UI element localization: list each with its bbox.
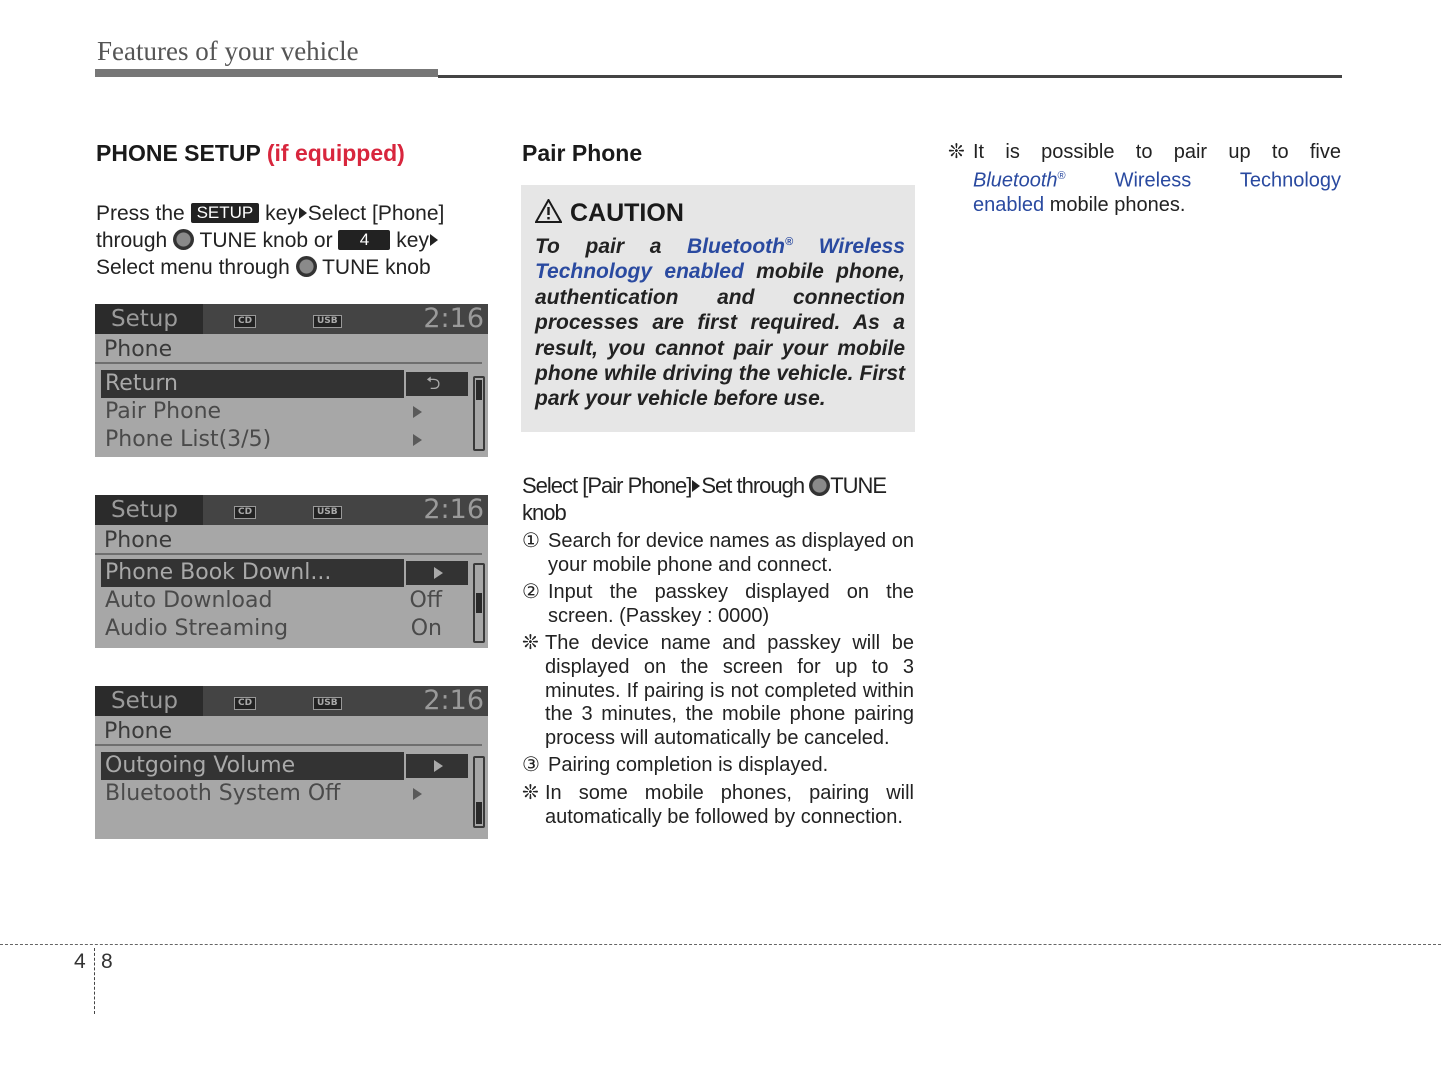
- instr-key-2: key: [396, 229, 429, 252]
- return-icon: ⮌: [426, 373, 441, 394]
- page-number-divider: [94, 948, 95, 1014]
- menu-item-audio-streaming[interactable]: [101, 615, 464, 643]
- screen-phone-label: Phone: [95, 334, 482, 364]
- note-marker: ❊: [948, 141, 965, 163]
- step-marker: ②: [522, 581, 540, 604]
- instr-select-menu: Select menu through: [96, 256, 290, 279]
- header-bar: [95, 69, 438, 77]
- screen-phone-label: Phone: [95, 525, 482, 555]
- instr-tune-or: TUNE knob or: [199, 229, 333, 252]
- pair-steps: [522, 530, 914, 833]
- note-text: mobile phones.: [1049, 193, 1186, 216]
- wireless-technology-term: Wireless Technology enabled: [535, 235, 905, 284]
- menu-item-label: Auto Download: [105, 588, 273, 613]
- instruction-line-1: [96, 200, 492, 227]
- caution-box: [521, 185, 915, 432]
- menu-item-label: Outgoing Volume: [105, 753, 296, 778]
- menu-item-auto-download[interactable]: [101, 587, 464, 615]
- menu-item-label: Pair Phone: [105, 399, 222, 424]
- instr-select-phone: Select [Phone]: [307, 202, 445, 225]
- screen-setup-label: Setup: [95, 304, 203, 334]
- list-item: [522, 632, 914, 750]
- chevron-right-icon: [413, 434, 422, 446]
- set-through: Set through: [701, 473, 805, 498]
- screen-clock: 2:16: [423, 495, 484, 525]
- note-text: It is possible to pair up to five: [973, 141, 1341, 163]
- caution-text-part: To pair a: [535, 235, 662, 258]
- section-title-text: PHONE SETUP: [96, 140, 261, 166]
- screen-top-bar: [95, 495, 488, 525]
- bluetooth-term: Bluetooth: [973, 169, 1058, 192]
- step-text: Input the passkey displayed on the screen. (Passkey : 0000): [548, 581, 914, 627]
- scrollbar[interactable]: [473, 563, 485, 643]
- cd-badge: CD: [234, 315, 256, 328]
- screen-setup-label: Setup: [95, 495, 203, 525]
- menu-item-value: On: [410, 616, 442, 641]
- section-title: [96, 140, 405, 167]
- tune-knob-icon: [296, 256, 317, 277]
- enter-button[interactable]: [406, 754, 468, 778]
- step-marker: ①: [522, 530, 540, 552]
- instr-key: key: [265, 202, 298, 225]
- screen-phone-label: Phone: [95, 716, 482, 746]
- menu-item-return[interactable]: [101, 370, 404, 398]
- pair-phone-title: Pair Phone: [522, 140, 643, 166]
- scrollbar[interactable]: [473, 756, 485, 828]
- instr-press: Press the: [96, 202, 185, 225]
- instruction-line-3: [96, 254, 492, 281]
- menu-item-label: Phone Book Downl...: [105, 560, 332, 585]
- footer-divider: [0, 944, 1441, 945]
- step-text: Pairing completion is displayed.: [548, 754, 829, 777]
- registered-mark: ®: [785, 236, 794, 248]
- caution-text-part: mobile phone, authentication and connection processes are first required. As a result, you cannot pair your mobile phone while driving the vehicle. First park your vehicle before use.: [535, 260, 905, 411]
- caution-text: [535, 230, 905, 412]
- enabled-term: enabled: [973, 193, 1045, 216]
- triangle-right-icon: [430, 234, 438, 246]
- scrollbar[interactable]: [473, 376, 485, 451]
- header-rule: [438, 75, 1342, 78]
- screen-setup-label: Setup: [95, 686, 203, 716]
- caution-title: CAUTION: [570, 199, 684, 227]
- list-item: [522, 782, 914, 829]
- step-text: Search for device names as displayed on your mobile phone and connect.: [548, 530, 914, 576]
- tune-knob-icon: [173, 229, 194, 250]
- instr-tune-knob: TUNE knob: [322, 256, 431, 279]
- registered-mark: ®: [1057, 170, 1066, 182]
- setup-instructions: [96, 200, 492, 281]
- menu-item-pair-phone[interactable]: [101, 398, 464, 426]
- chevron-right-icon: [434, 760, 443, 772]
- setup-screen-3: [95, 686, 488, 839]
- chapter-number: 4: [74, 950, 86, 973]
- enter-button[interactable]: [406, 561, 468, 585]
- note-line-2: [973, 164, 1341, 193]
- menu-item-value: Off: [409, 588, 442, 613]
- menu-item-bluetooth-system-off[interactable]: [101, 780, 464, 808]
- chevron-right-icon: [434, 567, 443, 579]
- step-marker: ③: [522, 754, 540, 777]
- usb-badge: USB: [313, 315, 342, 328]
- setup-key: SETUP: [191, 203, 260, 223]
- triangle-right-icon: [299, 207, 307, 219]
- screen-top-bar: [95, 304, 488, 334]
- scroll-thumb[interactable]: [476, 802, 482, 824]
- cd-badge: CD: [234, 506, 256, 519]
- step-text: In some mobile phones, pairing will automatically be followed by connection.: [545, 781, 914, 828]
- header-title: Features of your vehicle: [97, 36, 359, 66]
- wireless-technology-term: Wireless Technology: [1114, 169, 1342, 192]
- note-marker: ❊: [522, 781, 539, 804]
- note-marker: ❊: [522, 632, 539, 655]
- chevron-right-icon: [413, 788, 422, 800]
- return-button[interactable]: [406, 372, 468, 396]
- menu-item-outgoing-volume[interactable]: [101, 752, 404, 780]
- setup-screen-2: [95, 495, 488, 648]
- scroll-thumb[interactable]: [476, 380, 482, 400]
- list-item: [522, 581, 914, 628]
- bluetooth-term: Bluetooth: [687, 235, 786, 258]
- warning-icon: [535, 199, 562, 223]
- key-4: 4: [338, 230, 390, 250]
- step-text: The device name and passkey will be displayed on the screen for up to 3 minutes. If pairing is not completed within the 3 minutes, the mobile phone pairing process will automatically be canceled.: [545, 632, 914, 749]
- usb-badge: USB: [313, 697, 342, 710]
- instruction-line-2: [96, 227, 492, 254]
- tune-knob-icon: [809, 475, 830, 496]
- instr-through: through: [96, 229, 168, 252]
- tune-knob-text: TUNE knob: [522, 473, 887, 525]
- chevron-right-icon: [413, 406, 422, 418]
- menu-item-label: Phone List(3/5): [105, 427, 272, 452]
- setup-screen-1: [95, 304, 488, 457]
- screen-clock: 2:16: [423, 304, 484, 334]
- pair-select-instruction: [522, 472, 916, 526]
- screen-clock: 2:16: [423, 686, 484, 716]
- section-title-suffix: (if equipped): [266, 140, 405, 166]
- list-item: [522, 754, 914, 778]
- menu-item-label: Audio Streaming: [105, 616, 289, 641]
- note-line-3: [973, 194, 1185, 216]
- menu-item-label: Return: [105, 371, 179, 396]
- list-item: [522, 530, 914, 577]
- triangle-right-icon: [692, 480, 700, 492]
- scroll-thumb[interactable]: [476, 593, 482, 613]
- menu-item-phone-book-download[interactable]: [101, 559, 404, 587]
- pairing-limit-note: [948, 140, 1341, 217]
- cd-badge: CD: [234, 697, 256, 710]
- page-number: 8: [101, 950, 113, 973]
- usb-badge: USB: [313, 506, 342, 519]
- menu-item-phone-list[interactable]: [101, 426, 464, 454]
- caution-heading: [535, 199, 684, 228]
- menu-item-label: Bluetooth System Off: [105, 781, 341, 806]
- select-pair-phone: Select [Pair Phone]: [522, 473, 692, 498]
- screen-top-bar: [95, 686, 488, 716]
